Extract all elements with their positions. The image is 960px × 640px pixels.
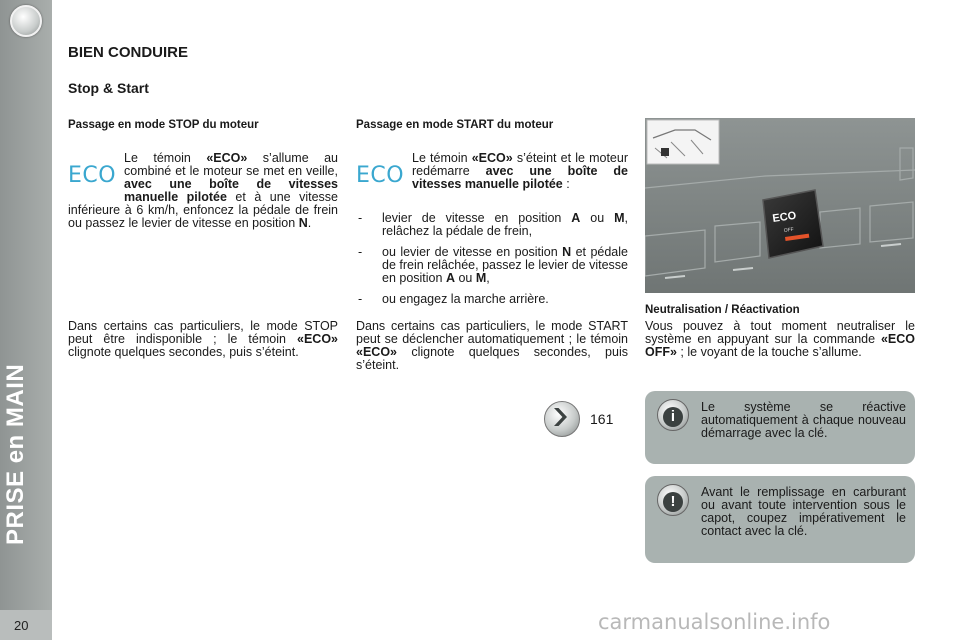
off-button-label: OFF xyxy=(783,226,795,234)
eco-button-label: ECO xyxy=(771,209,798,225)
eco-indicator-icon: ECO xyxy=(356,163,405,188)
stop-mode-note: Dans certains cas particuliers, le mode STOP peut être indisponible ; le témoin «ECO» clignote quelques secondes, puis s’éteint. xyxy=(68,319,338,359)
stop-mode-text: Le témoin «ECO» s’allume au combiné et le moteur se met en veille, avec une boîte de vitesses manuelle pilotée et à une vitesse inférieure à 6 km/h, enfoncez la pédale de frein ou passez le levier de vitesse en position N. xyxy=(68,151,339,230)
page-number-box xyxy=(0,610,52,640)
list-item: - ou engagez la marche arrière. xyxy=(356,293,628,306)
warning-icon: ! xyxy=(657,484,689,516)
list-item: - levier de vitesse en position A ou M, relâchez la pédale de frein, xyxy=(356,212,628,238)
sidebar xyxy=(0,0,52,640)
warning-text: Avant le remplissage en carburant ou avant toute intervention sous le capot, coupez impérativement le contact avec la clé. xyxy=(701,485,906,538)
chapter-circle-icon xyxy=(10,5,42,37)
eco-off-button xyxy=(763,190,823,258)
eco-indicator-icon: ECO xyxy=(68,163,117,188)
dashboard-illustration xyxy=(645,118,915,293)
neutralisation-heading: Neutralisation / Réactivation xyxy=(645,304,800,316)
page-reference-arrow-icon[interactable] xyxy=(544,401,580,437)
start-conditions-list xyxy=(356,212,628,314)
list-item: - ou levier de vitesse en position N et pédale de frein relâchée, passez le levier de vitesse en position A ou M, xyxy=(356,246,628,285)
start-mode-note: Dans certains cas particuliers, le mode START peut se déclencher automatiquement ; le témoin «ECO» clignote quelques secondes, puis s’éteint. xyxy=(356,319,628,372)
info-text: Le système se réactive automatiquement à chaque nouveau démarrage avec la clé. xyxy=(701,400,906,440)
watermark: carmanualsonline.info xyxy=(598,610,831,634)
page-reference-number[interactable]: 161 xyxy=(590,411,614,427)
subsection-title: Stop & Start xyxy=(68,80,149,96)
info-box xyxy=(645,391,915,464)
chapter-title: PRISE en MAIN xyxy=(2,363,29,545)
page-number: 20 xyxy=(14,618,29,633)
warning-box xyxy=(645,476,915,563)
neutralisation-text: Vous pouvez à tout moment neutraliser le système en appuyant sur la commande «ECO OFF» ; le voyant de la touche s’allume. xyxy=(645,319,915,359)
eco-off-button-photo xyxy=(645,118,915,293)
info-icon: i xyxy=(657,399,689,431)
start-mode-text: Le témoin «ECO» s’éteint et le moteur redémarre avec une boîte de vitesses manuelle pilotée : xyxy=(412,151,628,191)
stop-mode-heading: Passage en mode STOP du moteur xyxy=(68,119,259,131)
start-mode-heading: Passage en mode START du moteur xyxy=(356,119,554,131)
section-title: BIEN CONDUIRE xyxy=(68,44,189,61)
